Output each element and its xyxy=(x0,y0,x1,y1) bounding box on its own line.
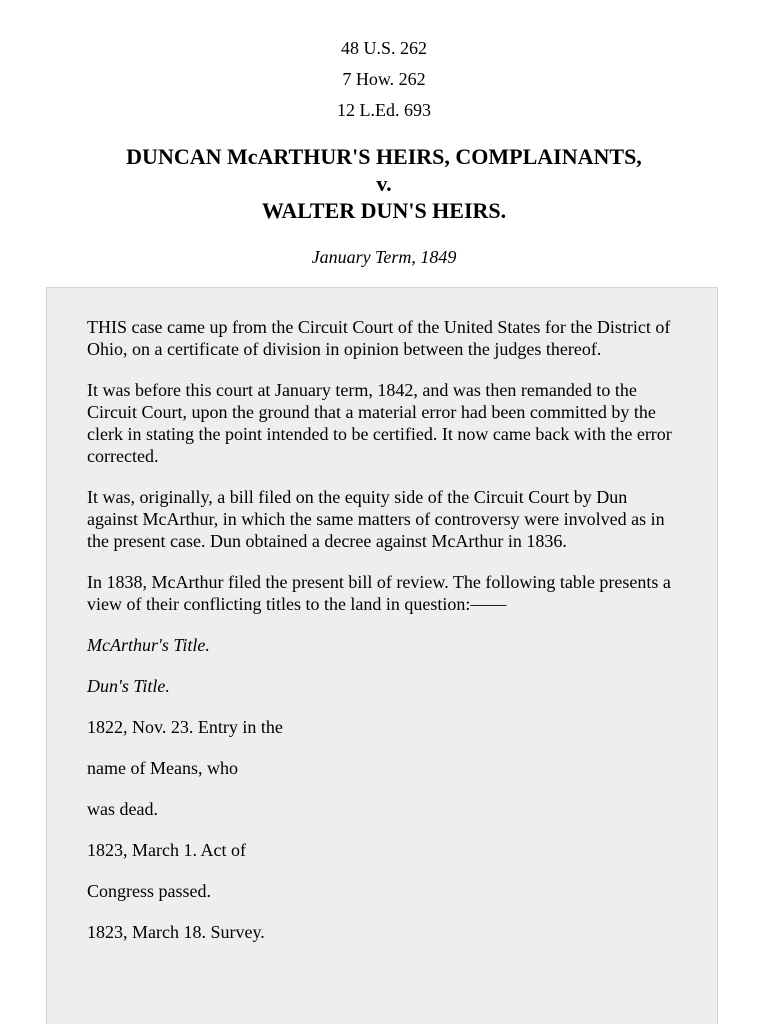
title-defendants: WALTER DUN'S HEIRS. xyxy=(261,198,507,223)
paragraph-1: THIS case came up from the Circuit Court of the United States for the District of Ohio, on a certificate of division in opinion between the judges thereof. xyxy=(87,317,671,359)
table-line: 1823, March 18. Survey. xyxy=(87,922,265,942)
table-line: 1822, Nov. 23. Entry in the xyxy=(87,717,283,737)
paragraph-3: It was, originally, a bill filed on the equity side of the Circuit Court by Dun against McArthur, in which the same matters of controversy were involved as in the present case. Dun obtained a decree against McArthur in 1836. xyxy=(87,487,665,551)
opinion-body xyxy=(46,287,718,1024)
table-line: name of Means, who xyxy=(87,758,238,778)
paragraph-2: It was before this court at January term, 1842, and was then remanded to the Circuit Court, upon the ground that a material error had been committed by the clerk in stating the point intended to be certified. It now came back with the error corrected. xyxy=(87,380,672,466)
citation-lawyers-edition: 12 L.Ed. 693 xyxy=(337,100,431,120)
case-title xyxy=(0,143,768,224)
table-heading-mcarthur: McArthur's Title. xyxy=(87,635,210,655)
citation-howard: 7 How. 262 xyxy=(342,69,426,89)
title-versus: v. xyxy=(376,171,392,196)
court-term: January Term, 1849 xyxy=(311,247,457,267)
table-line: Congress passed. xyxy=(87,881,211,901)
case-citations xyxy=(0,33,768,126)
table-line: 1823, March 1. Act of xyxy=(87,840,246,860)
table-line: was dead. xyxy=(87,799,158,819)
table-heading-dun: Dun's Title. xyxy=(87,676,170,696)
citation-us-reports: 48 U.S. 262 xyxy=(340,38,427,58)
paragraph-4: In 1838, McArthur filed the present bill of review. The following table presents a view of their conflicting titles to the land in question:—— xyxy=(87,572,671,614)
opinion-body-content xyxy=(47,288,717,943)
title-complainants: DUNCAN McARTHUR'S HEIRS, COMPLAINANTS, xyxy=(126,144,642,169)
